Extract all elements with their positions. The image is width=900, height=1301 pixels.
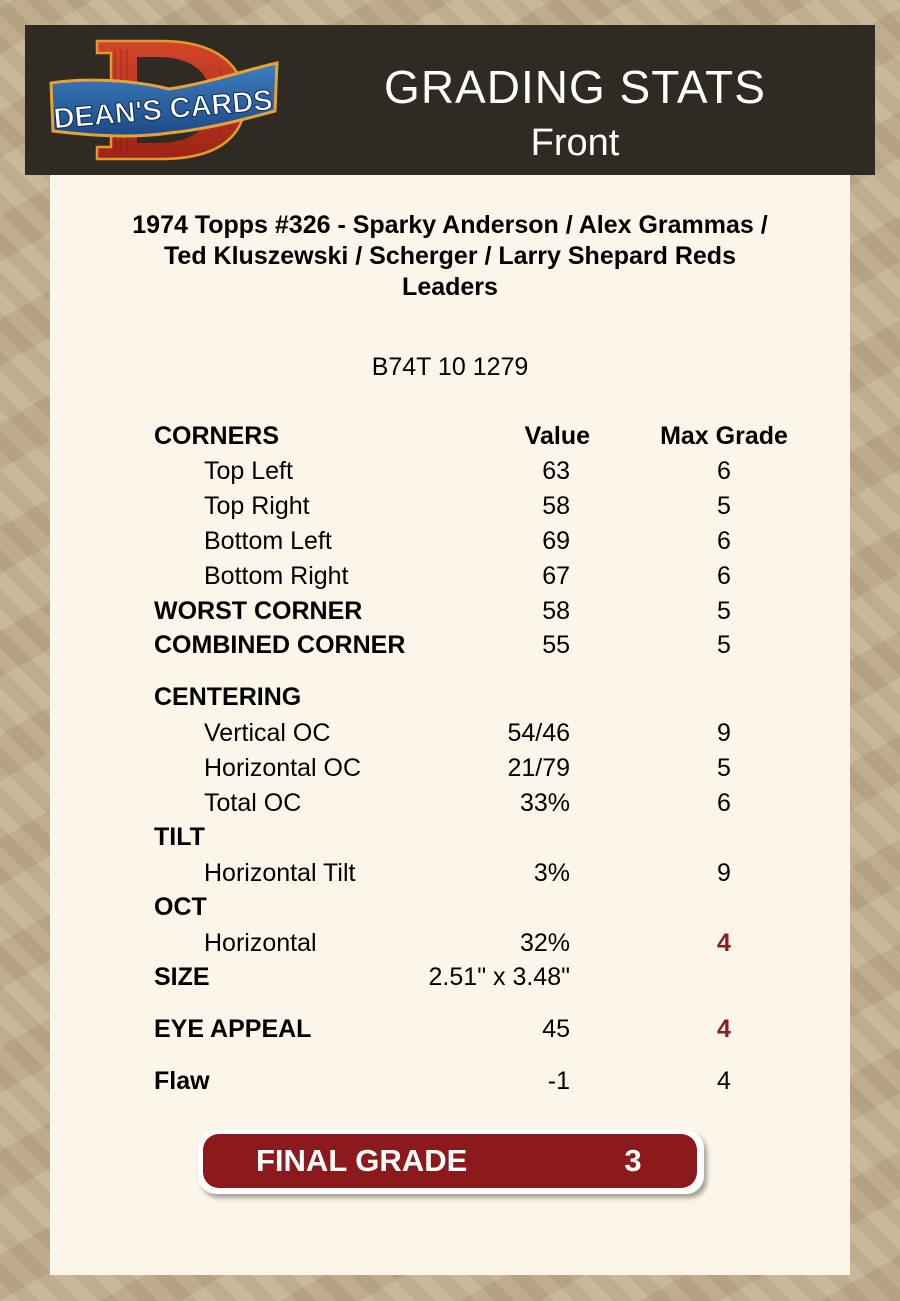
stat-label: COMBINED CORNER: [154, 631, 406, 659]
header-bar: [25, 25, 875, 175]
stat-value: 3%: [533, 859, 570, 887]
stat-row-horizontal-oc: [50, 751, 850, 785]
stat-grade: 6: [717, 562, 731, 590]
stats-panel: [50, 175, 850, 1275]
stat-label: Horizontal OC: [204, 754, 361, 782]
stat-row-bottom-right: [50, 559, 850, 593]
final-grade-value: 3: [624, 1143, 642, 1178]
stat-row-horizontal-tilt: [50, 856, 850, 890]
stat-grade: 6: [717, 527, 731, 555]
stat-value: -1: [547, 1067, 570, 1095]
stat-row-vertical-oc: [50, 716, 850, 750]
svg-text:DEAN'S CARDS: DEAN'S CARDS: [52, 84, 274, 136]
stat-label: Top Right: [204, 492, 310, 520]
stat-label: WORST CORNER: [154, 597, 363, 625]
stat-grade: 9: [717, 719, 731, 747]
final-grade-box: [198, 1130, 704, 1194]
stat-row-top-right: [50, 489, 850, 523]
stat-grade: 5: [717, 631, 731, 659]
stat-grade-low: 4: [717, 929, 731, 957]
corners-heading: CORNERS: [154, 422, 280, 450]
stat-label: Total OC: [204, 789, 302, 817]
stat-value: 2.51" x 3.48": [428, 963, 570, 991]
stat-row-top-left: [50, 454, 850, 488]
cert-number: B74T 10 1279: [371, 353, 529, 381]
value-column-header: Value: [524, 422, 590, 450]
tilt-heading-row: [50, 820, 850, 854]
stat-grade: 5: [717, 492, 731, 520]
stat-label: Vertical OC: [204, 719, 331, 747]
stat-grade: 5: [717, 754, 731, 782]
stat-row-flaw: [50, 1064, 850, 1098]
stat-row-total-oc: [50, 786, 850, 820]
stat-value: 32%: [519, 929, 570, 957]
stat-row-oct-horizontal: [50, 926, 850, 960]
stat-value: 45: [542, 1015, 570, 1043]
final-grade-banner: [203, 1134, 697, 1188]
stat-value: 54/46: [507, 719, 570, 747]
stat-row-combined-corner: [50, 628, 850, 662]
stat-label: Horizontal: [204, 929, 317, 957]
page-subtitle: Front: [530, 122, 620, 164]
stat-value: 21/79: [507, 754, 570, 782]
stat-grade: 5: [717, 597, 731, 625]
card-title: 1974 Topps #326 - Sparky Anderson / Alex Grammas / Ted Kluszewski / Scherger / Larry Shepard Reds Leaders: [132, 211, 768, 301]
centering-heading: CENTERING: [154, 683, 302, 711]
stat-row-size: [50, 960, 850, 994]
stat-label: Horizontal Tilt: [204, 859, 356, 887]
stat-grade: 9: [717, 859, 731, 887]
stat-grade-low: 4: [717, 1015, 731, 1043]
stat-value: 33%: [519, 789, 570, 817]
stat-label: Flaw: [154, 1067, 210, 1095]
stat-label: Top Left: [204, 457, 293, 485]
stat-label: EYE APPEAL: [154, 1015, 312, 1043]
stat-value: 58: [542, 492, 570, 520]
centering-heading-row: [50, 680, 850, 714]
stat-value: 58: [542, 597, 570, 625]
stat-grade: 6: [717, 789, 731, 817]
oct-heading: OCT: [154, 893, 207, 921]
stat-label: Bottom Right: [204, 562, 349, 590]
oct-heading-row: [50, 890, 850, 924]
page-title: GRADING STATS: [384, 61, 766, 113]
final-grade-label: FINAL GRADE: [256, 1143, 468, 1178]
deans-cards-logo: [49, 39, 281, 163]
stat-value: 69: [542, 527, 570, 555]
corners-header-row: [50, 419, 850, 453]
tilt-heading: TILT: [154, 823, 205, 851]
stat-row-eye-appeal: [50, 1012, 850, 1046]
stat-label: Bottom Left: [204, 527, 332, 555]
stat-row-worst-corner: [50, 594, 850, 628]
stat-value: 55: [542, 631, 570, 659]
stat-value: 67: [542, 562, 570, 590]
stat-grade: 4: [717, 1067, 731, 1095]
stat-row-bottom-left: [50, 524, 850, 558]
max-grade-column-header: Max Grade: [660, 422, 788, 450]
stat-grade: 6: [717, 457, 731, 485]
stat-label: SIZE: [154, 963, 210, 991]
stat-value: 63: [542, 457, 570, 485]
